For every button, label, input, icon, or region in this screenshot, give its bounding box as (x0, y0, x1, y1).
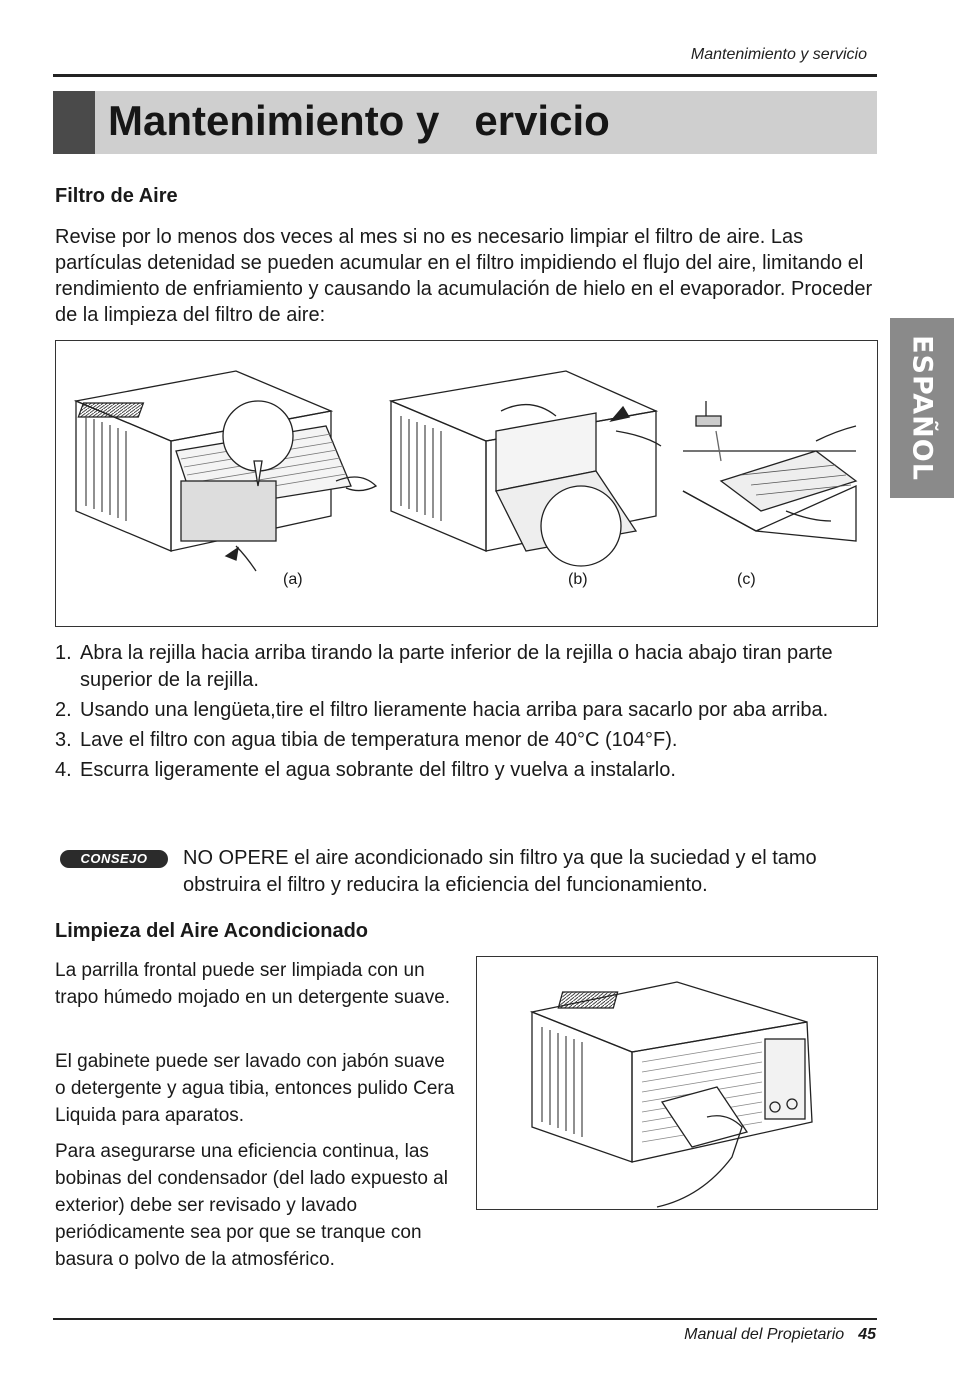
title-bar (53, 91, 877, 154)
footer-label: Manual del Propietario (684, 1326, 845, 1343)
cleaning-illustration (477, 957, 877, 1209)
cleaning-heading: Limpieza del Aire Acondicionado (55, 920, 369, 942)
running-head: Mantenimiento y servicio (690, 46, 867, 63)
ac-unit-b-illustration (391, 371, 661, 566)
filter-intro: Revise por lo menos dos veces al mes si no es necesario limpiar el filtro de aire. Las partículas detenidad se pueden acumular en el filtro impidiendo el flujo del aire, limitando el rendimiento de enfriamiento y causando la acumulación de hielo en el evaporador. Proceder de la limpieza del filtro de aire: (55, 226, 873, 326)
cleaning-figure (476, 956, 878, 1210)
consejo-badge: CONSEJO (60, 850, 168, 868)
filter-washing-illustration (683, 401, 856, 541)
list-item (55, 757, 885, 784)
step-text: Lave el filtro con agua tibia de temperatura menor de 40°C (104°F). (80, 729, 678, 751)
step-number: 2. (55, 699, 72, 721)
step-text: Abra la rejilla hacia arriba tirando la parte inferior de la rejilla o hacia abajo tiran parte superior de la rejilla. (80, 642, 833, 691)
footer (684, 1326, 876, 1344)
top-rule (53, 74, 877, 77)
cleaning-paragraph-1: La parrilla frontal puede ser limpiada con un trapo húmedo mojado en un detergente suave. (55, 960, 451, 1008)
cleaning-paragraph-3: Para asegurarse una eficiencia continua, las bobinas del condensador (del lado expuesto al exterior) debe ser revisado y lavado periódicamente sea por que se tranque con basura o polvo de la atmosférico. (55, 1141, 448, 1270)
cleaning-paragraph-2: El gabinete puede ser lavado con jabón suave o detergente y agua tibia, entonces pulido Cera Liquida para aparatos. (55, 1051, 455, 1126)
list-item (55, 640, 885, 694)
page-number: 45 (858, 1326, 876, 1343)
bottom-rule (53, 1318, 877, 1320)
consejo-text: NO OPERE el aire acondicionado sin filtro ya que la suciedad y el tamo obstruira el filtro y reducira la eficiencia del funcionamiento. (183, 847, 817, 896)
step-number: 4. (55, 759, 72, 781)
list-item (55, 727, 885, 754)
list-item (55, 697, 885, 724)
language-tab-label: ESPAÑOL (906, 335, 938, 481)
filter-steps-list (55, 640, 885, 787)
step-text: Usando una lengüeta,tire el filtro lieramente hacia arriba para sacarlo por aba arriba. (80, 699, 829, 721)
language-tab (890, 318, 954, 498)
step-number: 3. (55, 729, 72, 751)
ac-unit-a-illustration (76, 371, 376, 571)
filter-heading: Filtro de Aire (55, 185, 178, 207)
figure-label-c: (c) (737, 571, 756, 588)
step-text: Escurra ligeramente el agua sobrante del filtro y vuelva a instalarlo. (80, 759, 676, 781)
step-number: 1. (55, 642, 72, 664)
title-accent-block (53, 91, 95, 154)
figure-label-a: (a) (283, 571, 303, 588)
page-title: Mantenimiento y ervicio (108, 97, 610, 144)
figure-label-b: (b) (568, 571, 588, 588)
